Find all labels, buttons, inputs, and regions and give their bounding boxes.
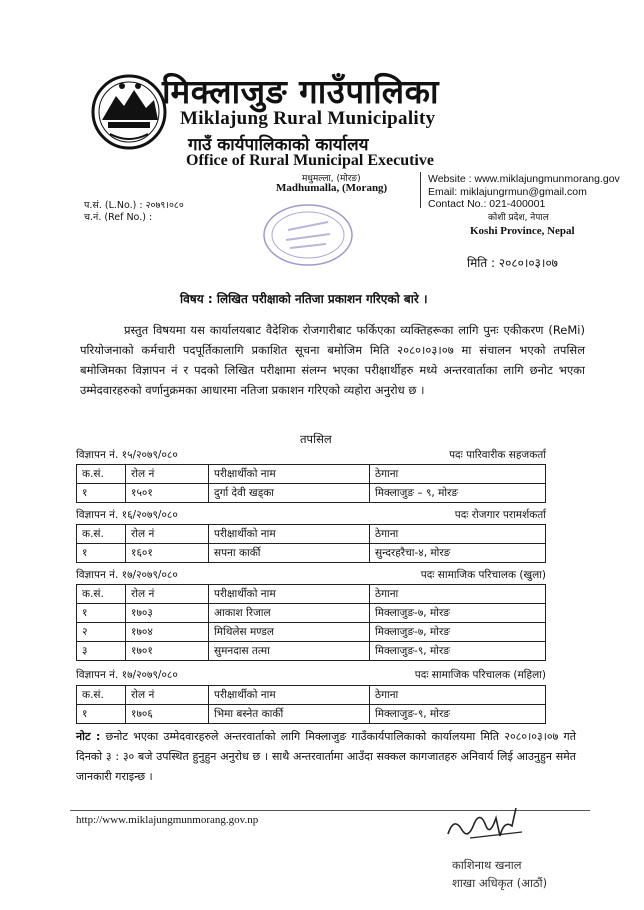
cell-sn: १	[77, 705, 126, 724]
municipality-emblem-icon	[88, 72, 170, 152]
cell-roll: १७०६	[126, 705, 209, 724]
cell-name: आकाश रिजाल	[209, 604, 370, 623]
table-header-row	[77, 686, 546, 705]
cell-name: सपना कार्की	[209, 544, 370, 563]
office-name-np: गाउँ कार्यपालिकाको कार्यालय	[188, 135, 369, 155]
col-address-header: ठेगाना	[370, 686, 546, 705]
cell-roll: १७०४	[126, 623, 209, 642]
col-name-header: परीक्षार्थीको नाम	[209, 525, 370, 544]
table-header-row	[77, 465, 546, 484]
table-row	[77, 544, 546, 563]
province-en: Koshi Province, Nepal	[470, 225, 575, 237]
post-title: पदः रोजगार परामर्शकर्ता	[454, 509, 546, 521]
cell-sn: १	[77, 484, 126, 503]
post-title: पदः सामाजिक परिचालक (खुला)	[420, 569, 546, 581]
contact-block	[428, 173, 620, 211]
office-name-en: Office of Rural Municipal Executive	[186, 152, 434, 169]
cell-roll: १७०१	[126, 642, 209, 661]
cell-roll: १६०१	[126, 544, 209, 563]
cell-roll: १७०३	[126, 604, 209, 623]
col-roll-header: रोल नं	[126, 465, 209, 484]
results-table	[76, 685, 546, 724]
col-sn-header: क.सं.	[77, 465, 126, 484]
col-sn-header: क.सं.	[77, 525, 126, 544]
col-roll-header: रोल नं	[126, 585, 209, 604]
cell-address: सुन्दरहरैचा-४, मोरङ	[370, 544, 546, 563]
cell-sn: १	[77, 544, 126, 563]
table-header-row	[77, 525, 546, 544]
cell-sn: २	[77, 623, 126, 642]
col-address-header: ठेगाना	[370, 525, 546, 544]
cell-sn: १	[77, 604, 126, 623]
signatory-title: शाखा अधिकृत (आठौं)	[452, 876, 548, 890]
col-sn-header: क.सं.	[77, 686, 126, 705]
post-title: पदः सामाजिक परिचालक (महिला)	[414, 669, 546, 681]
tapasil-heading: तपसिल	[300, 432, 332, 446]
cell-address: मिक्लाजुङ-९, मोरङ	[370, 705, 546, 724]
col-address-header: ठेगाना	[370, 585, 546, 604]
address-en: Madhumalla, (Morang)	[276, 182, 388, 194]
website-text: Website : www.miklajungmunmorang.gov	[428, 173, 620, 185]
header-divider	[420, 172, 421, 208]
col-name-header: परीक्षार्थीको नाम	[209, 585, 370, 604]
signatory-block	[452, 856, 547, 892]
cell-sn: ३	[77, 642, 126, 661]
signatory-name: काशिनाथ खनाल	[452, 858, 522, 872]
note-text: छनोट भएका उम्मेदवारहरुले अन्तरवार्ताको लागि मिक्लाजुङ गाउँकार्यपालिकाको कार्यालयमा मिति २०८०।०३।०७ गते दिनको ३ : ३० बजे उपस्थित हुनुहुन अनुरोध छ । साथै अन्तरवार्तामा आउँदा सक्कल कागजातहरु अनिवार्य लिई आउनुहुन समेत जानकारी गराइन्छ ।	[76, 730, 577, 783]
cell-address: मिक्लाजुङ-७, मोरङ	[370, 604, 546, 623]
advertisement-number: विज्ञापन नं. १७/२०७९/०८०	[76, 569, 178, 581]
body-text: प्रस्तुत विषयमा यस कार्यालयबाट वैदेशिक रोजगारीबाट फर्किएका व्यक्तिहरूका लागि पुनः एकीकरण (ReMi) परियोजनाको कर्मचारी पदपूर्तिकालागि प्रकाशित सूचना बमोजिम मिति २०८०।०३।०७ मा संचालन भएको तपसिल बमोजिमका विज्ञापन नं र पदको लिखित परीक्षामा संलग्न भएका परीक्षार्थीहरु मध्ये अन्तरवार्ताका लागि छनोट भएका उम्मेदवारहरुको वर्णानुक्रमका आधारमा नतिजा प्रकाशन गरिएको व्यहोरा अनुरोध छ ।	[80, 323, 585, 397]
col-name-header: परीक्षार्थीको नाम	[209, 686, 370, 705]
cell-name: दुर्गा देवी खड्का	[209, 484, 370, 503]
letter-date: मिति : २०८०।०३।०७	[467, 256, 558, 270]
municipality-name-en: Miklajung Rural Municipality	[180, 108, 436, 129]
cell-name: भिमा बस्नेत कार्की	[209, 705, 370, 724]
table-row	[77, 604, 546, 623]
reference-numbers	[84, 200, 184, 224]
results-table	[76, 524, 546, 563]
cell-address: मिक्लाजुङ-७, मोरङ	[370, 623, 546, 642]
advertisement-number: विज्ञापन नं. १७/२०७९/०८०	[76, 669, 178, 681]
footer-url-link[interactable]: http://www.miklajungmunmorang.gov.np	[76, 814, 259, 826]
table-row	[77, 623, 546, 642]
col-sn-header: क.सं.	[77, 585, 126, 604]
cell-roll: १५०१	[126, 484, 209, 503]
advertisement-number: विज्ञापन नं. १५/२०७९/०८०	[76, 449, 178, 461]
results-table	[76, 584, 546, 661]
signature-icon	[440, 796, 540, 846]
cell-address: मिक्लाजुङ – ९, मोरङ	[370, 484, 546, 503]
municipality-name-np: मिक्लाजुङ गाउँपालिका	[162, 72, 439, 111]
col-roll-header: रोल नं	[126, 525, 209, 544]
col-name-header: परीक्षार्थीको नाम	[209, 465, 370, 484]
results-table	[76, 464, 546, 503]
ref-number: च.नं. (Ref No.) :	[84, 212, 153, 223]
note-label: नोट :	[76, 730, 101, 743]
body-paragraph	[80, 320, 585, 400]
advertisement-header	[76, 668, 546, 682]
subject-line: विषय : लिखित परीक्षाको नतिजा प्रकाशन गरिएको बारे ।	[180, 292, 428, 306]
table-row	[77, 642, 546, 661]
cell-name: सुमनदास तत्मा	[209, 642, 370, 661]
col-address-header: ठेगाना	[370, 465, 546, 484]
advertisement-header	[76, 568, 546, 582]
post-title: पदः पारिवारीक सहजकर्ता	[449, 449, 546, 461]
address-np: मधुमल्ला, (मोरङ)	[302, 174, 361, 184]
note-paragraph	[76, 727, 576, 787]
email-text: Email: miklajungrmun@gmail.com	[428, 185, 587, 198]
province-np: कोशी प्रदेश, नेपाल	[488, 213, 549, 223]
advertisement-header	[76, 508, 546, 522]
advertisement-header	[76, 448, 546, 462]
phone-text: Contact No.: 021-400001	[428, 198, 546, 210]
table-header-row	[77, 585, 546, 604]
table-row	[77, 705, 546, 724]
office-stamp-icon	[258, 200, 358, 270]
col-roll-header: रोल नं	[126, 686, 209, 705]
cell-name: मिथिलेस मण्डल	[209, 623, 370, 642]
cell-address: मिक्लाजुङ-९, मोरङ	[370, 642, 546, 661]
letter-number: प.सं. (L.No.) : २०७९।०८०	[84, 200, 184, 211]
advertisement-number: विज्ञापन नं. १६/२०७९/०८०	[76, 509, 178, 521]
table-row	[77, 484, 546, 503]
